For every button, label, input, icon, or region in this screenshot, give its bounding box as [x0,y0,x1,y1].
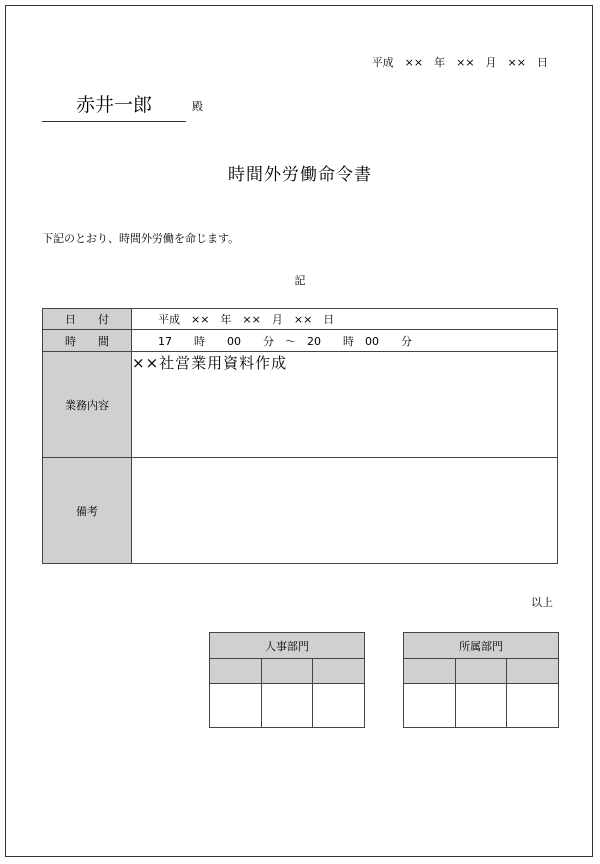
dept-stamp-box [403,632,559,728]
intro-text: 下記のとおり、時間外労働を命じます。 [42,232,240,245]
stamp-cell [261,684,313,728]
stamp-cell [210,684,262,728]
time-row [43,330,558,352]
closing-text: 以上 [531,596,553,609]
issue-date: 平成 ×× 年 ×× 月 ×× 日 [371,56,548,69]
remarks-row [43,458,558,564]
work-content-label: 業務内容 [43,352,132,458]
document-title: 時間外労働命令書 [228,165,372,185]
time-label: 時 間 [43,330,132,352]
date-value: 平成 ×× 年 ×× 月 ×× 日 [132,309,558,330]
overtime-details-table [42,308,558,564]
work-content-value: ××社営業用資料作成 [132,352,558,458]
hr-stamp-label: 人事部門 [210,633,365,659]
date-row [43,309,558,330]
stamp-cell [404,684,456,728]
stamp-cell [507,684,559,728]
stamp-cell [455,684,507,728]
time-value: 17 時 00 分 ～ 20 時 00 分 [132,330,558,352]
dept-stamp-label: 所属部門 [404,633,559,659]
date-label: 日 付 [43,309,132,330]
hr-stamp-box [209,632,365,728]
stamp-cell [313,684,365,728]
remarks-value [132,458,558,564]
recipient-name: 赤井一郎 [42,90,186,122]
ki-marker: 記 [294,274,306,287]
work-row [43,352,558,458]
remarks-label: 備考 [43,458,132,564]
honorific: 殿 [192,100,203,113]
